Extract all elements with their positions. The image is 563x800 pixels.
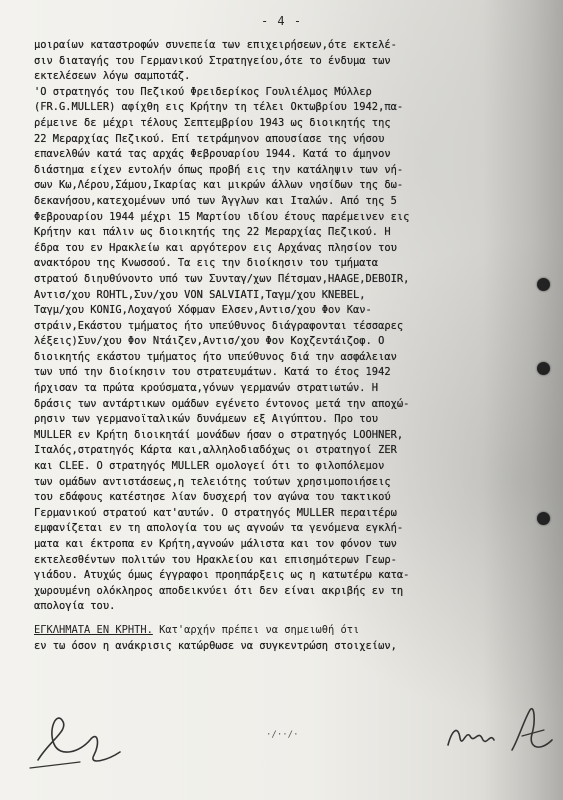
text-line: Φεβρουαρίου 1944 μέχρι 15 Μαρτίου ιδίου έτους παρέμεινεν εις (34, 210, 410, 223)
signature-right (440, 690, 560, 770)
text-line: ρέμεινε δε μέχρι τέλους Σεπτεμβρίου 1943 ως διοικητής της (34, 116, 391, 129)
text-line: ρησιν των γερμανοϊταλικών δυνάμεων εξ Αιγύπτου. Προ του (34, 413, 379, 426)
text-line: MULLER εν Κρήτη διοικητάί μονάδων ήσαν ο στρατηγός LOOHNER, (34, 428, 404, 441)
text-line: Αντισ/χου ROHTL,Συν/χου VON SALVIATI,Ταγμ/χου KNEBEL, (34, 288, 366, 301)
punch-hole (537, 278, 550, 291)
text-line: δράσις των αντάρτικων ομάδων εγένετο έντονος μετά την αποχώ- (34, 397, 410, 410)
punch-hole (537, 512, 550, 525)
page-number: - 4 - (260, 14, 303, 28)
text-line: ανακτόρου της Κνωσσού. Τα εις την διοίκησιν του τμήματα (34, 257, 379, 270)
text-line: λέξεις)Συν/χου Φον Ντάιζεν,Αντισ/χου Φον Κοχζεντάιζοφ. Ο (34, 335, 385, 348)
text-line: επανελθών κατά τας αρχάς Φεβρουαρίου 1944. Κατά το άμηνον (34, 148, 391, 161)
text-line: διοικητής εκάστου τμήματος ήτο υπεύθυνος διά την ασφάλειαν (34, 350, 397, 363)
text-line: Γερμανικού στρατού κατ'αυτών. Ο στρατηγός MULLER περαιτέρω (34, 506, 397, 519)
scan-edge-shadow (483, 0, 563, 800)
text-line: δεκανήσου,κατεχομένων υπό των Άγγλων και Ιταλών. Από της 5 (34, 194, 397, 207)
text-line: απολογία του. (34, 600, 116, 613)
text-line: του εδάφους κατέστησε λίαν δυσχερή τον αγώνα του τακτικού (34, 491, 391, 504)
text-line: ήρχισαν τα πρώτα κρούσματα,γόνων γερμανών στρατιωτών. Η (34, 382, 379, 395)
text-line: μοιραίων καταστροφών συνεπεία των επιχειρήσεων,ότε εκτελέ- (34, 39, 397, 51)
text-line: και CLEE. Ο στρατηγός MULLER ομολογεί ότι το φιλοπόλεμον (34, 460, 385, 473)
paragraph-gap (34, 615, 494, 623)
punch-hole (537, 362, 550, 375)
signature-left (20, 700, 130, 780)
text-line: χωρουμένη ολόκληρος αποδεικνύει ότι δεν είναι ακριβής εν τη (34, 584, 404, 597)
text-line: ματα και έκτροπα εν Κρήτη,αγνοών μάλιστα και τον φόνον των (34, 538, 397, 550)
section-heading-line (34, 623, 494, 639)
text-line: των υπό την διοίκησιν του στρατευμάτων. Κατά το έτος 1942 (34, 366, 391, 379)
section-heading: ΕΓΚΛΗΜΑΤΑ ΕΝ ΚΡΗΤΗ. (34, 623, 153, 636)
text-line-last: εν τω όσον η ανάκρισις κατώρθωσε να συγκεντρώση στοιχείων, (34, 639, 397, 652)
text-line: εμφανίζεται εν τη απολογία του ως αγνοών τα γενόμενα εγκλή- (34, 522, 404, 535)
text-line: εκτελεσθέντων πολιτών του Ηρακλείου και επισημότερων Γεωρ- (34, 553, 397, 566)
text-line: 22 Μεραρχίας Πεζικού. Επί τετράμηνον απουσίασε της νήσου (34, 132, 385, 145)
text-line: 'Ο στρατηγός του Πεζικού Φρειδερίκος Γουλιέλμος Μύλλερ (34, 85, 372, 98)
text-line: σων Κω,Λέρου,Σάμου,Ικαρίας και μικρών άλλων νησίδων της δω- (34, 179, 404, 192)
text-line: γιάδου. Ατυχώς όμως έγγραφοι προηπάρξεις ως η κατωτέρω κατα- (34, 569, 410, 582)
text-line: εκτελέσεων λόγω σαμποτάζ. (34, 70, 191, 83)
text-line: Ιταλός,στρατηγός Κάρτα και,αλληλοδιαδόχως οι στρατηγοί ZER (34, 444, 397, 457)
text-line: στρατού διηυθύνοντο υπό των Συνταγ/χων Πέτσμαν,HAAGE,DEBOIR, (34, 272, 410, 285)
document-body (34, 38, 494, 654)
text-line: έδρα του εν Ηρακλείω και αργότερον εις Αρχάνας πλησίον του (34, 241, 397, 254)
text-line: διάστημα είχεν εντολήν όπως προβή εις την κατάληψιν των νή- (34, 163, 404, 176)
section-heading-continuation: Κατ'αρχήν πρέπει να σημειωθή ότι (152, 623, 360, 636)
text-line: Ταγμ/χου KONIG,Λοχαγού Χόφμαν Ελσεν,Αντισ/χου Φον Καν- (34, 304, 372, 317)
text-line: (FR.G.MULLER) αφίχθη εις Κρήτην τη τέλει Οκτωβρίου 1942,πα- (34, 101, 404, 114)
text-line: των ομάδων αντιστάσεως,η τελειότης τούτων χρησιμοποιήσεις (34, 475, 391, 488)
text-line: στράιν,Εκάστου τμήματος ήτο υπεύθυνος διάγραφονται τέσσαρες (34, 319, 404, 332)
page-continuation-mark: ·/··/· (266, 730, 299, 740)
text-line: σιν διαταγής του Γερμανικού Στρατηγείου,ότε το ένδυμα των (34, 54, 391, 67)
text-line: Κρήτην και πάλιν ως διοικητής της 22 Μεραρχίας Πεζικού. Η (34, 226, 391, 239)
